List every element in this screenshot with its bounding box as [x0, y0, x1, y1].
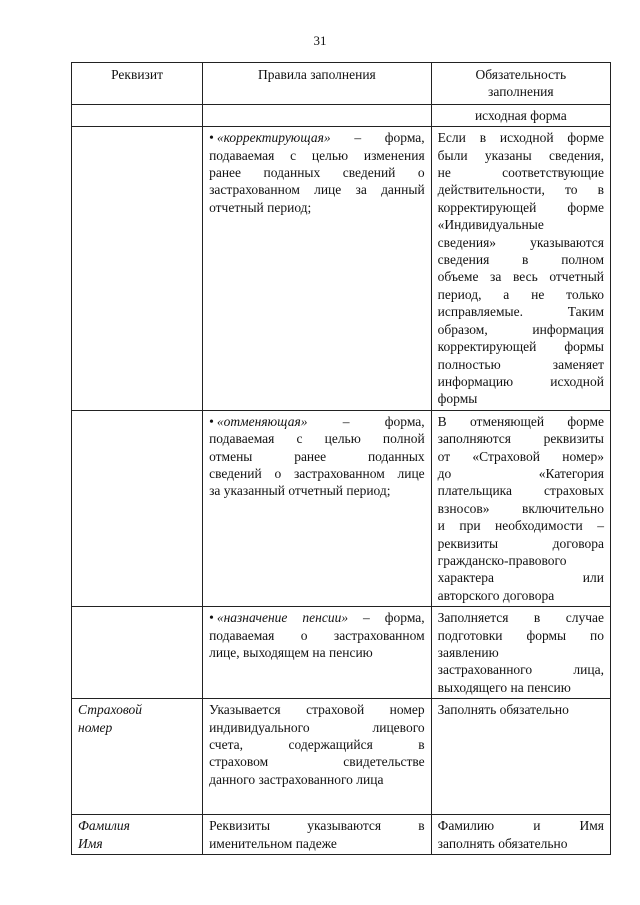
rule-line: индивидуального лицевого	[209, 719, 425, 735]
rule-line: • «корректирующая» – форма,	[209, 130, 425, 146]
mandatory-line: заполнять обязательно	[437, 835, 568, 851]
rule-line: данного застрахованного лица	[209, 771, 384, 787]
rule-line: Указывается страховой номер	[209, 702, 425, 718]
mandatory-line: Если в исходной форме	[437, 130, 604, 146]
page-number: 31	[313, 33, 327, 48]
mandatory-line: гражданско-правового	[437, 552, 567, 568]
requisite-line: номер	[78, 719, 113, 735]
rule-line: подаваемая с целью полной	[209, 431, 425, 447]
mandatory-line: и при необходимости –	[437, 518, 604, 534]
table-row	[72, 127, 611, 411]
header-mandatory-line: Обязательность	[475, 67, 567, 82]
rules-cell	[203, 104, 432, 126]
requisite-cell	[72, 607, 203, 699]
mandatory-line: исправляемые. Таким	[437, 304, 604, 320]
rule-line: отмены ранее поданных	[209, 448, 425, 464]
mandatory-line: не соответствующие	[437, 165, 604, 181]
rules-cell	[203, 607, 432, 699]
mandatory-line: плательщика страховых	[437, 483, 604, 499]
form-type-term: «корректирующая»	[216, 130, 331, 146]
requisite-line: Имя	[78, 835, 103, 851]
requisite-line: Фамилия	[78, 818, 130, 834]
rules-cell	[203, 127, 432, 411]
mandatory-line: до «Категория	[437, 465, 604, 481]
mandatory-line: корректирующей формы	[437, 339, 604, 355]
bullet-icon: •	[209, 413, 214, 429]
mandatory-line: период, а не только	[437, 286, 604, 302]
mandatory-line: Фамилию и Имя	[437, 818, 604, 834]
mandatory-line: объеме за весь отчетный	[437, 269, 604, 285]
header-mandatory	[431, 63, 610, 105]
mandatory-line: Заполняется в случае	[437, 610, 604, 626]
rule-line: ранее поданных сведений о	[209, 165, 425, 181]
mandatory-line: сведения в полном	[437, 252, 604, 268]
mandatory-line: взносов» включительно	[437, 500, 604, 516]
mandatory-cell	[431, 104, 610, 126]
rules-cell	[203, 410, 432, 606]
bullet-icon: •	[209, 130, 214, 146]
rule-line: страховом свидетельстве	[209, 754, 425, 770]
rule-line: • «назначение пенсии» – форма,	[209, 610, 425, 626]
table-row	[72, 104, 611, 126]
bullet-icon: •	[209, 610, 214, 626]
header-rules: Правила заполнения	[203, 63, 432, 105]
mandatory-line: корректирующей форме	[437, 199, 604, 215]
rule-line: отчетный период;	[209, 199, 312, 215]
header-requisite: Реквизит	[72, 63, 203, 105]
rule-line: счета, содержащийся в	[209, 737, 425, 753]
mandatory-line: реквизиты договора	[437, 535, 604, 551]
rule-line: застрахованном лице за данный	[209, 182, 425, 198]
mandatory-line: исходная форма	[474, 107, 567, 123]
mandatory-cell	[431, 127, 610, 411]
mandatory-line: «Индивидуальные	[437, 217, 544, 233]
header-mandatory-line: заполнения	[488, 84, 554, 100]
mandatory-line: полностью заменяет	[437, 356, 604, 372]
mandatory-line: от «Страховой номер»	[437, 448, 604, 464]
mandatory-line: формы	[437, 391, 478, 407]
form-type-term: «отменяющая»	[216, 413, 308, 429]
mandatory-cell	[431, 607, 610, 699]
mandatory-line: были указаны сведения,	[437, 147, 604, 163]
rule-line: подаваемая о застрахованном	[209, 627, 425, 643]
requisite-cell	[72, 104, 203, 126]
requisites-table	[71, 62, 611, 855]
mandatory-line: заполняются реквизиты	[437, 431, 604, 447]
table-row	[72, 815, 611, 855]
requisite-cell	[72, 815, 203, 855]
mandatory-line: характера или	[437, 570, 604, 586]
mandatory-line: подготовки формы по	[437, 627, 604, 643]
rules-cell	[203, 699, 432, 815]
requisite-cell	[72, 127, 203, 411]
table-row	[72, 607, 611, 699]
requisite-line: Страховой	[78, 702, 143, 718]
mandatory-line: образом, информация	[437, 321, 604, 337]
mandatory-line: Заполнять обязательно	[437, 702, 569, 718]
mandatory-line: действительности, то в	[437, 182, 604, 198]
rule-line: именительном падеже	[209, 835, 337, 851]
rule-line: Реквизиты указываются в	[209, 818, 425, 834]
rule-line: лице, выходящем на пенсию	[209, 645, 373, 660]
table-row	[72, 410, 611, 606]
mandatory-line: выходящего на пенсию	[437, 679, 571, 695]
mandatory-line: В отменяющей форме	[437, 413, 604, 429]
requisite-cell	[72, 410, 203, 606]
mandatory-line: сведения» указываются	[437, 234, 604, 250]
mandatory-cell	[431, 410, 610, 606]
table-header-row	[72, 63, 611, 105]
rules-cell	[203, 815, 432, 855]
rule-line: за указанный отчетный период;	[209, 483, 391, 499]
mandatory-cell	[431, 699, 610, 815]
form-type-term: «назначение пенсии»	[216, 610, 349, 626]
mandatory-line: застрахованного лица,	[437, 662, 604, 678]
mandatory-line: заявлению	[437, 645, 499, 660]
mandatory-line: информацию исходной	[437, 373, 604, 389]
mandatory-line: авторского договора	[437, 587, 555, 603]
rule-line: сведений о застрахованном лице	[209, 465, 425, 481]
rule-line: • «отменяющая» – форма,	[209, 413, 425, 429]
mandatory-cell	[431, 815, 610, 855]
table-row	[72, 699, 611, 815]
rule-line: подаваемая с целью изменения	[209, 147, 425, 163]
requisite-cell	[72, 699, 203, 815]
